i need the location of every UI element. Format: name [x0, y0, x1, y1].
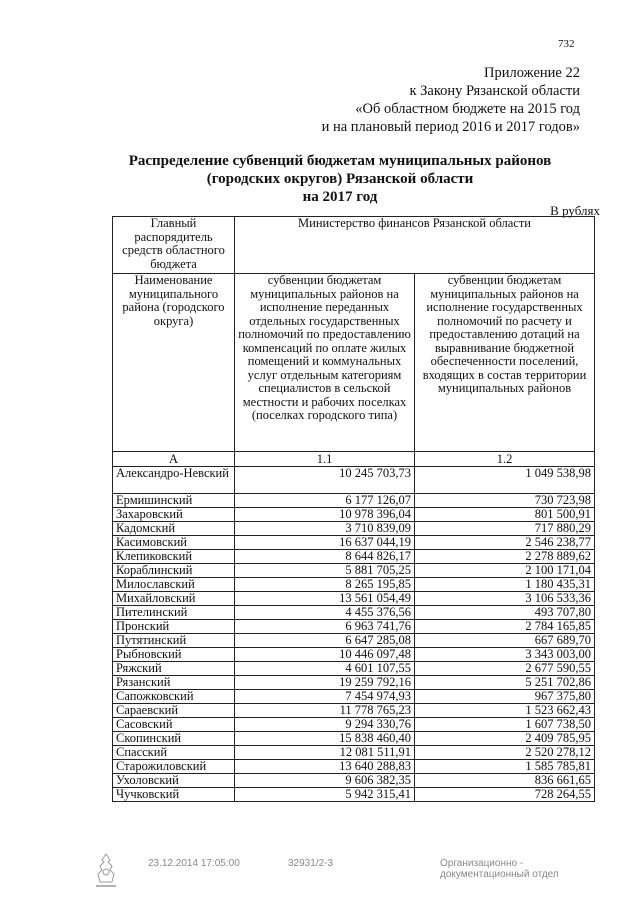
- district-name: Клепиковский: [113, 550, 235, 564]
- header-admin: Главный распорядитель средств областного бюджета: [113, 217, 235, 274]
- stamp-line: документационный отдел: [440, 869, 559, 880]
- value-col1: 11 778 765,23: [235, 704, 415, 718]
- table-row: [113, 508, 595, 522]
- value-col2: 5 251 702,86: [415, 676, 595, 690]
- value-col2: 728 264,55: [415, 788, 595, 802]
- value-col2: 1 049 538,98: [415, 467, 595, 494]
- district-name: Кадомский: [113, 522, 235, 536]
- value-col2: 2 278 889,62: [415, 550, 595, 564]
- header-name: Наименование муниципального района (городского округа): [113, 274, 235, 452]
- value-col2: 1 523 662,43: [415, 704, 595, 718]
- district-name: Касимовский: [113, 536, 235, 550]
- value-col2: 2 784 165,85: [415, 620, 595, 634]
- table-row: [113, 676, 595, 690]
- table-row: [113, 732, 595, 746]
- table-row: [113, 788, 595, 802]
- units-label: В рублях: [550, 203, 600, 218]
- value-col1: 10 446 097,48: [235, 648, 415, 662]
- district-name: Ермишинский: [113, 494, 235, 508]
- table-row: [113, 760, 595, 774]
- table-row: [113, 467, 595, 494]
- table-row: [113, 522, 595, 536]
- value-col2: 1 585 785,81: [415, 760, 595, 774]
- subsidy-table: [112, 216, 595, 802]
- district-name: Захаровский: [113, 508, 235, 522]
- table-row: [113, 774, 595, 788]
- value-col2: 717 880,29: [415, 522, 595, 536]
- value-col2: 1 607 738,50: [415, 718, 595, 732]
- value-col1: 6 963 741,76: [235, 620, 415, 634]
- value-col1: 9 294 330,76: [235, 718, 415, 732]
- appendix-line: Приложение 22: [484, 65, 580, 81]
- footer-timestamp: 23.12.2014 17:05:00: [148, 858, 240, 869]
- district-name: Рязанский: [113, 676, 235, 690]
- value-col2: 2 546 238,77: [415, 536, 595, 550]
- value-col2: 1 180 435,31: [415, 578, 595, 592]
- district-name: Скопинский: [113, 732, 235, 746]
- value-col1: 6 177 126,07: [235, 494, 415, 508]
- table-row: [113, 718, 595, 732]
- value-col2: 801 500,91: [415, 508, 595, 522]
- value-col1: 10 978 396,04: [235, 508, 415, 522]
- code-1: 1.1: [235, 452, 415, 467]
- district-name: Ряжский: [113, 662, 235, 676]
- district-name: Сараевский: [113, 704, 235, 718]
- table-row: [113, 606, 595, 620]
- coat-of-arms-icon: [92, 852, 120, 888]
- header-ministry: Министерство финансов Рязанской области: [235, 217, 595, 274]
- district-name: Сапожковский: [113, 690, 235, 704]
- footer-stamp: [440, 858, 559, 880]
- table-row: [113, 494, 595, 508]
- value-col1: 6 647 285,08: [235, 634, 415, 648]
- table-row: [113, 662, 595, 676]
- value-col2: 3 343 003,00: [415, 648, 595, 662]
- value-col1: 13 640 288,83: [235, 760, 415, 774]
- district-name: Пителинский: [113, 606, 235, 620]
- value-col1: 10 245 703,73: [235, 467, 415, 494]
- footer-code: 32931/2-3: [288, 858, 334, 869]
- value-col1: 4 601 107,55: [235, 662, 415, 676]
- code-a: А: [113, 452, 235, 467]
- header-col1: субвенции бюджетам муниципальных районов на исполнение переданных отдельных государственных полномочий по предоставлению компенсаций по оплате жилых помещений и коммунальных услуг отдельным категориям специалистов в сельской местности и рабочих поселках (поселках городского типа): [235, 274, 415, 452]
- appendix-header: [322, 64, 580, 136]
- district-name: Спасский: [113, 746, 235, 760]
- district-name: Чучковский: [113, 788, 235, 802]
- table-row: [113, 690, 595, 704]
- document-title: [60, 152, 620, 206]
- value-col1: 12 081 511,91: [235, 746, 415, 760]
- value-col1: 7 454 974,93: [235, 690, 415, 704]
- title-line: Распределение субвенций бюджетам муниципальных районов: [128, 153, 552, 169]
- table-row: [113, 592, 595, 606]
- district-name: Сасовский: [113, 718, 235, 732]
- stamp-line: Организационно -: [440, 858, 524, 869]
- value-col2: 667 689,70: [415, 634, 595, 648]
- appendix-line: и на плановый период 2016 и 2017 годов»: [321, 119, 580, 135]
- value-col1: 8 265 195,85: [235, 578, 415, 592]
- value-col2: 3 106 533,36: [415, 592, 595, 606]
- value-col2: 2 520 278,12: [415, 746, 595, 760]
- table-row: [113, 536, 595, 550]
- district-name: Пронский: [113, 620, 235, 634]
- value-col1: 13 561 054,49: [235, 592, 415, 606]
- district-name: Александро-Невский: [113, 467, 235, 494]
- table-row: [113, 578, 595, 592]
- value-col2: 2 100 171,04: [415, 564, 595, 578]
- header-col2: субвенции бюджетам муниципальных районов на исполнение государственных полномочий по расчету и предоставлению дотаций на выравнивание бюджетной обеспеченности поселений, входящих в состав территории муниципальных районов: [415, 274, 595, 452]
- code-2: 1.2: [415, 452, 595, 467]
- district-name: Ухоловский: [113, 774, 235, 788]
- value-col1: 4 455 376,56: [235, 606, 415, 620]
- district-name: Старожиловский: [113, 760, 235, 774]
- value-col1: 19 259 792,16: [235, 676, 415, 690]
- value-col1: 5 881 705,25: [235, 564, 415, 578]
- table-row: [113, 564, 595, 578]
- value-col2: 2 409 785,95: [415, 732, 595, 746]
- value-col1: 15 838 460,40: [235, 732, 415, 746]
- value-col2: 730 723,98: [415, 494, 595, 508]
- value-col1: 16 637 044,19: [235, 536, 415, 550]
- table-row: [113, 550, 595, 564]
- district-name: Кораблинский: [113, 564, 235, 578]
- table-row: [113, 746, 595, 760]
- value-col2: 2 677 590,55: [415, 662, 595, 676]
- table-row: [113, 620, 595, 634]
- appendix-line: к Закону Рязанской области: [409, 83, 580, 99]
- value-col2: 493 707,80: [415, 606, 595, 620]
- value-col2: 967 375,80: [415, 690, 595, 704]
- page-number: 732: [558, 38, 575, 50]
- district-name: Путятинский: [113, 634, 235, 648]
- value-col1: 5 942 315,41: [235, 788, 415, 802]
- title-line: (городских округов) Рязанской области: [206, 171, 474, 187]
- table-row: [113, 704, 595, 718]
- appendix-line: «Об областном бюджете на 2015 год: [355, 101, 580, 117]
- district-name: Михайловский: [113, 592, 235, 606]
- table-row: [113, 634, 595, 648]
- title-line: на 2017 год: [302, 189, 378, 205]
- district-name: Рыбновский: [113, 648, 235, 662]
- value-col1: 9 606 382,35: [235, 774, 415, 788]
- table-row: [113, 648, 595, 662]
- district-name: Милославский: [113, 578, 235, 592]
- value-col1: 8 644 826,17: [235, 550, 415, 564]
- value-col1: 3 710 839,09: [235, 522, 415, 536]
- value-col2: 836 661,65: [415, 774, 595, 788]
